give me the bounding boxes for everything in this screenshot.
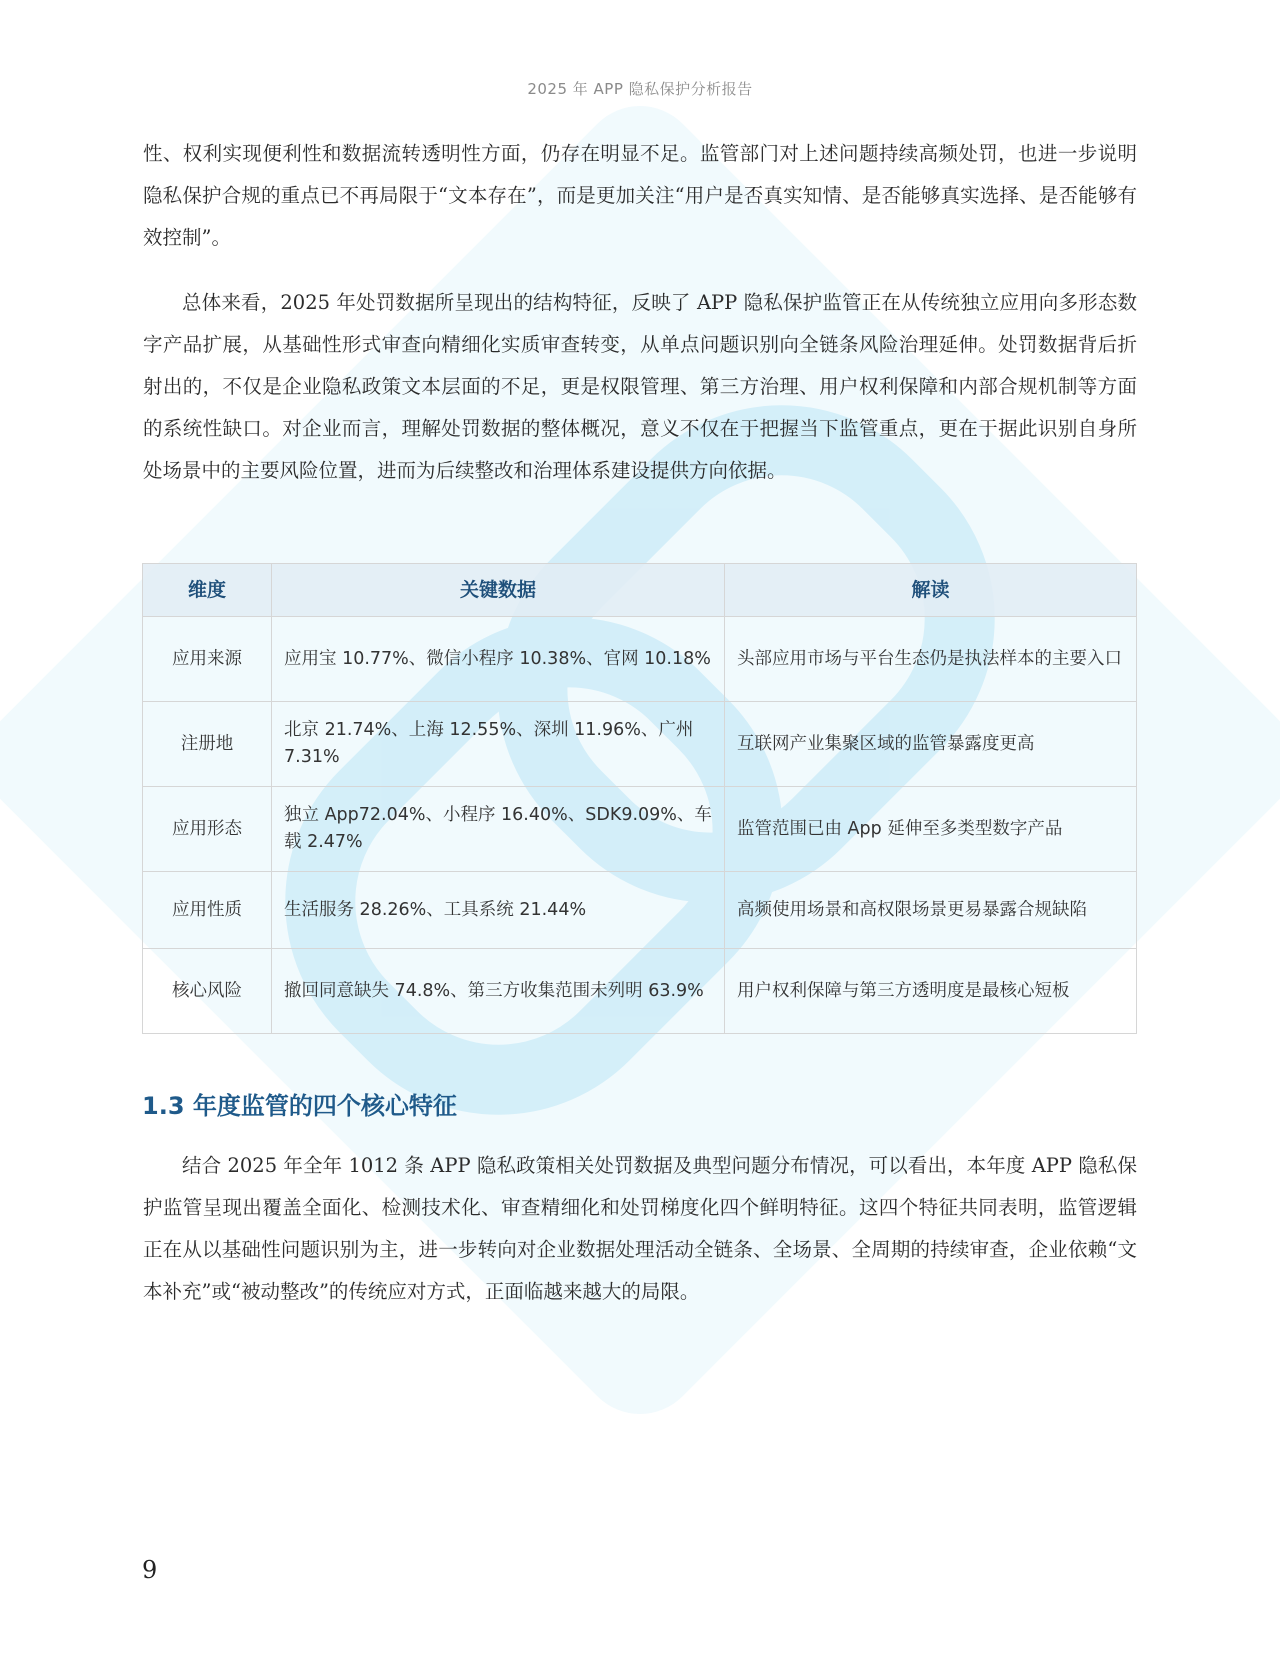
body-paragraph: 总体来看，2025 年处罚数据所呈现出的结构特征，反映了 APP 隐私保护监管正在从传统独立应用向多形态数字产品扩展，从基础性形式审查向精细化实质审查转变，从单点问题识别向全链条风险治理延伸。处罚数据背后折射出的，不仅是企业隐私政策文本层面的不足，更是权限管理、第三方治理、用户权利保障和内部合规机制等方面的系统性缺口。对企业而言，理解处罚数据的整体概况，意义不仅在于把握当下监管重点，更在于据此识别自身所处场景中的主要风险位置，进而为后续整改和治理体系建设提供方向依据。 <box>143 291 1137 482</box>
table-cell-key-data: 应用宝 10.77%、微信小程序 10.38%、官网 10.18% <box>272 617 725 702</box>
table-row <box>143 787 1137 872</box>
page-number: 9 <box>142 1556 158 1584</box>
table-row <box>143 702 1137 787</box>
table-cell-dimension: 应用性质 <box>143 872 272 949</box>
table-cell-key-data: 撤回同意缺失 74.8%、第三方收集范围未列明 63.9% <box>272 949 725 1034</box>
table-cell-interpretation: 互联网产业集聚区域的监管暴露度更高 <box>725 702 1137 787</box>
column-header: 关键数据 <box>272 564 725 617</box>
table-header-row <box>143 564 1137 617</box>
table-cell-dimension: 注册地 <box>143 702 272 787</box>
body-paragraph: 性、权利实现便利性和数据流转透明性方面，仍存在明显不足。监管部门对上述问题持续高频处罚，也进一步说明隐私保护合规的重点已不再局限于“文本存在”，而是更加关注“用户是否真实知情、是否能够真实选择、是否能够有效控制”。 <box>143 142 1137 249</box>
table-cell-interpretation: 用户权利保障与第三方透明度是最核心短板 <box>725 949 1137 1034</box>
table-row <box>143 872 1137 949</box>
table-cell-interpretation: 头部应用市场与平台生态仍是执法样本的主要入口 <box>725 617 1137 702</box>
table-cell-dimension: 应用来源 <box>143 617 272 702</box>
summary-table <box>142 563 1137 1034</box>
table-cell-key-data: 生活服务 28.26%、工具系统 21.44% <box>272 872 725 949</box>
table-cell-key-data: 独立 App72.04%、小程序 16.40%、SDK9.09%、车载 2.47% <box>272 787 725 872</box>
table-cell-key-data: 北京 21.74%、上海 12.55%、深圳 11.96%、广州 7.31% <box>272 702 725 787</box>
table-cell-dimension: 核心风险 <box>143 949 272 1034</box>
table-cell-interpretation: 监管范围已由 App 延伸至多类型数字产品 <box>725 787 1137 872</box>
section-heading: 1.3 年度监管的四个核心特征 <box>142 1092 457 1120</box>
column-header: 维度 <box>143 564 272 617</box>
table-cell-dimension: 应用形态 <box>143 787 272 872</box>
table-cell-interpretation: 高频使用场景和高权限场景更易暴露合规缺陷 <box>725 872 1137 949</box>
table-row <box>143 949 1137 1034</box>
table-row <box>143 617 1137 702</box>
body-paragraph: 结合 2025 年全年 1012 条 APP 隐私政策相关处罚数据及典型问题分布情况，可以看出，本年度 APP 隐私保护监管呈现出覆盖全面化、检测技术化、审查精细化和处罚梯度化四个鲜明特征。这四个特征共同表明，监管逻辑正在从以基础性问题识别为主，进一步转向对企业数据处理活动全链条、全场景、全周期的持续审查，企业依赖“文本补充”或“被动整改”的传统应对方式，正面临越来越大的局限。 <box>143 1154 1137 1303</box>
column-header: 解读 <box>725 564 1137 617</box>
running-header: 2025 年 APP 隐私保护分析报告 <box>527 80 753 98</box>
